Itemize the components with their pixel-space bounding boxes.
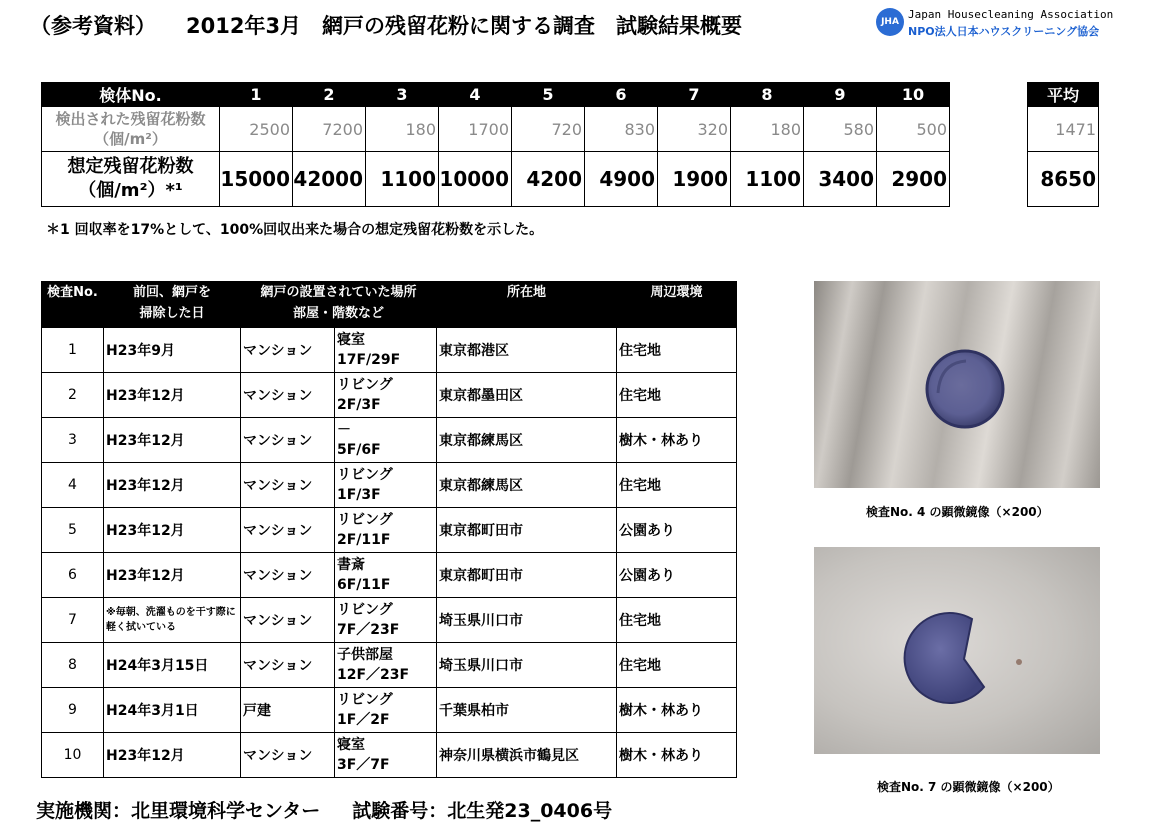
estimated-value: 4200 <box>512 152 585 207</box>
estimated-value: 4900 <box>585 152 658 207</box>
row-no: 3 <box>42 418 104 463</box>
estimated-value: 1100 <box>731 152 804 207</box>
row-type: マンション <box>241 643 335 688</box>
sample-col-header: 4 <box>439 83 512 107</box>
row-date: H23年12月 <box>104 373 241 418</box>
sample-col-header: 6 <box>585 83 658 107</box>
sample-col-header: 3 <box>366 83 439 107</box>
micrograph-sample-7 <box>814 547 1100 754</box>
row-date: ※毎朝、洗濯ものを干す際に軽く拭いている <box>104 598 241 643</box>
row-no: 5 <box>42 508 104 553</box>
row-date: H23年12月 <box>104 553 241 598</box>
details-header-row <box>42 282 737 328</box>
row-location: 東京都港区 <box>437 328 617 373</box>
detected-value: 2500 <box>220 107 293 152</box>
detected-label: 検出された残留花粉数 （個/m²） <box>42 107 220 152</box>
row-type: マンション <box>241 553 335 598</box>
sample-col-header: 9 <box>804 83 877 107</box>
sample-no-header: 検体No. <box>42 83 220 107</box>
logo-japanese-name: NPO法人日本ハウスクリーニング協会 <box>908 25 1100 38</box>
estimated-value: 2900 <box>877 152 950 207</box>
row-type: マンション <box>241 328 335 373</box>
micrograph-caption-2: 検査No. 7 の顕微鏡像（×200） <box>877 780 1060 794</box>
row-type: マンション <box>241 598 335 643</box>
row-environment: 住宅地 <box>617 643 737 688</box>
row-environment: 住宅地 <box>617 598 737 643</box>
row-date: H23年12月 <box>104 418 241 463</box>
footer <box>36 796 612 823</box>
micrograph-sample-4 <box>814 281 1100 488</box>
footnote: ＊1 回収率を17%として、100%回収出来た場合の想定残留花粉数を示した。 <box>46 222 544 238</box>
table-row <box>42 688 737 733</box>
table-row <box>42 733 737 778</box>
row-location: 東京都墨田区 <box>437 373 617 418</box>
row-date: H23年12月 <box>104 733 241 778</box>
row-location: 神奈川県横浜市鶴見区 <box>437 733 617 778</box>
row-no: 1 <box>42 328 104 373</box>
row-no: 8 <box>42 643 104 688</box>
row-type: マンション <box>241 508 335 553</box>
row-room: 寝室 3F／7F <box>335 733 437 778</box>
estimated-value: 10000 <box>439 152 512 207</box>
table-row <box>42 328 737 373</box>
average-table <box>1027 82 1099 207</box>
row-no: 6 <box>42 553 104 598</box>
row-date: H23年12月 <box>104 508 241 553</box>
place-header: 網戸の設置されていた場所 部屋・階数など <box>241 282 437 328</box>
sample-col-header: 7 <box>658 83 731 107</box>
row-no: 10 <box>42 733 104 778</box>
detected-value: 180 <box>366 107 439 152</box>
pollen-grain-image <box>814 547 1100 754</box>
sample-col-header: 8 <box>731 83 804 107</box>
estimated-value: 15000 <box>220 152 293 207</box>
estimated-value: 1900 <box>658 152 731 207</box>
row-room: リビング 2F/11F <box>335 508 437 553</box>
detected-value: 580 <box>804 107 877 152</box>
row-environment: 樹木・林あり <box>617 688 737 733</box>
details-table <box>41 281 737 778</box>
row-location: 東京都町田市 <box>437 553 617 598</box>
row-environment: 住宅地 <box>617 373 737 418</box>
estimated-label: 想定残留花粉数 （個/m²）*¹ <box>42 152 220 207</box>
location-header: 所在地 <box>437 282 617 328</box>
detected-value: 500 <box>877 107 950 152</box>
table-row <box>42 553 737 598</box>
row-location: 埼玉県川口市 <box>437 643 617 688</box>
row-no: 2 <box>42 373 104 418</box>
footer-test-no: 試験番号：北生発23_0406号 <box>352 800 613 822</box>
row-no: 7 <box>42 598 104 643</box>
row-environment: 樹木・林あり <box>617 418 737 463</box>
row-type: 戸建 <box>241 688 335 733</box>
title-prefix: （参考資料） <box>30 14 156 38</box>
estimated-value: 1100 <box>366 152 439 207</box>
row-date: H23年9月 <box>104 328 241 373</box>
average-detected: 1471 <box>1028 107 1099 152</box>
row-no: 4 <box>42 463 104 508</box>
row-room: － 5F/6F <box>335 418 437 463</box>
estimated-value: 3400 <box>804 152 877 207</box>
row-environment: 公園あり <box>617 508 737 553</box>
row-type: マンション <box>241 733 335 778</box>
cleaned-date-header: 前回、網戸を 掃除した日 <box>104 282 241 328</box>
summary-header-row <box>42 83 950 107</box>
row-location: 埼玉県川口市 <box>437 598 617 643</box>
row-type: マンション <box>241 463 335 508</box>
table-row <box>42 373 737 418</box>
row-location: 千葉県柏市 <box>437 688 617 733</box>
detected-row <box>42 107 950 152</box>
row-type: マンション <box>241 373 335 418</box>
inspection-no-header: 検査No. <box>42 282 104 328</box>
footer-org: 実施機関：北里環境科学センター <box>36 800 321 822</box>
micrograph-caption-1: 検査No. 4 の顕微鏡像（×200） <box>866 505 1049 519</box>
table-row <box>42 508 737 553</box>
row-environment: 住宅地 <box>617 463 737 508</box>
jha-badge-icon: JHA <box>876 8 904 36</box>
row-environment: 住宅地 <box>617 328 737 373</box>
sample-col-header: 2 <box>293 83 366 107</box>
average-estimated: 8650 <box>1028 152 1099 207</box>
row-room: 子供部屋 12F／23F <box>335 643 437 688</box>
detected-value: 720 <box>512 107 585 152</box>
logo-english-name: Japan Housecleaning Association <box>908 8 1114 21</box>
row-environment: 樹木・林あり <box>617 733 737 778</box>
title-main: 2012年3月 網戸の残留花粉に関する調査 試験結果概要 <box>186 14 743 38</box>
sample-col-header: 5 <box>512 83 585 107</box>
page-title <box>30 10 742 40</box>
detected-value: 180 <box>731 107 804 152</box>
detected-value: 830 <box>585 107 658 152</box>
row-room: リビング 1F／2F <box>335 688 437 733</box>
row-type: マンション <box>241 418 335 463</box>
table-row <box>42 418 737 463</box>
detected-value: 320 <box>658 107 731 152</box>
row-no: 9 <box>42 688 104 733</box>
row-date: H24年3月1日 <box>104 688 241 733</box>
detected-value: 1700 <box>439 107 512 152</box>
detected-value: 7200 <box>293 107 366 152</box>
row-date: H24年3月15日 <box>104 643 241 688</box>
table-row <box>42 463 737 508</box>
jha-logo <box>876 7 1146 41</box>
row-room: リビング 7F／23F <box>335 598 437 643</box>
sample-col-header: 10 <box>877 83 950 107</box>
row-environment: 公園あり <box>617 553 737 598</box>
estimated-row <box>42 152 950 207</box>
row-room: 書斎 6F/11F <box>335 553 437 598</box>
estimated-value: 42000 <box>293 152 366 207</box>
row-location: 東京都練馬区 <box>437 463 617 508</box>
table-row <box>42 643 737 688</box>
row-room: 寝室 17F/29F <box>335 328 437 373</box>
table-row <box>42 598 737 643</box>
row-date: H23年12月 <box>104 463 241 508</box>
average-header: 平均 <box>1028 83 1099 107</box>
summary-table <box>41 82 950 207</box>
row-room: リビング 1F/3F <box>335 463 437 508</box>
environment-header: 周辺環境 <box>617 282 737 328</box>
row-location: 東京都町田市 <box>437 508 617 553</box>
pollen-grain-image <box>814 281 1100 488</box>
row-location: 東京都練馬区 <box>437 418 617 463</box>
row-room: リビング 2F/3F <box>335 373 437 418</box>
sample-col-header: 1 <box>220 83 293 107</box>
